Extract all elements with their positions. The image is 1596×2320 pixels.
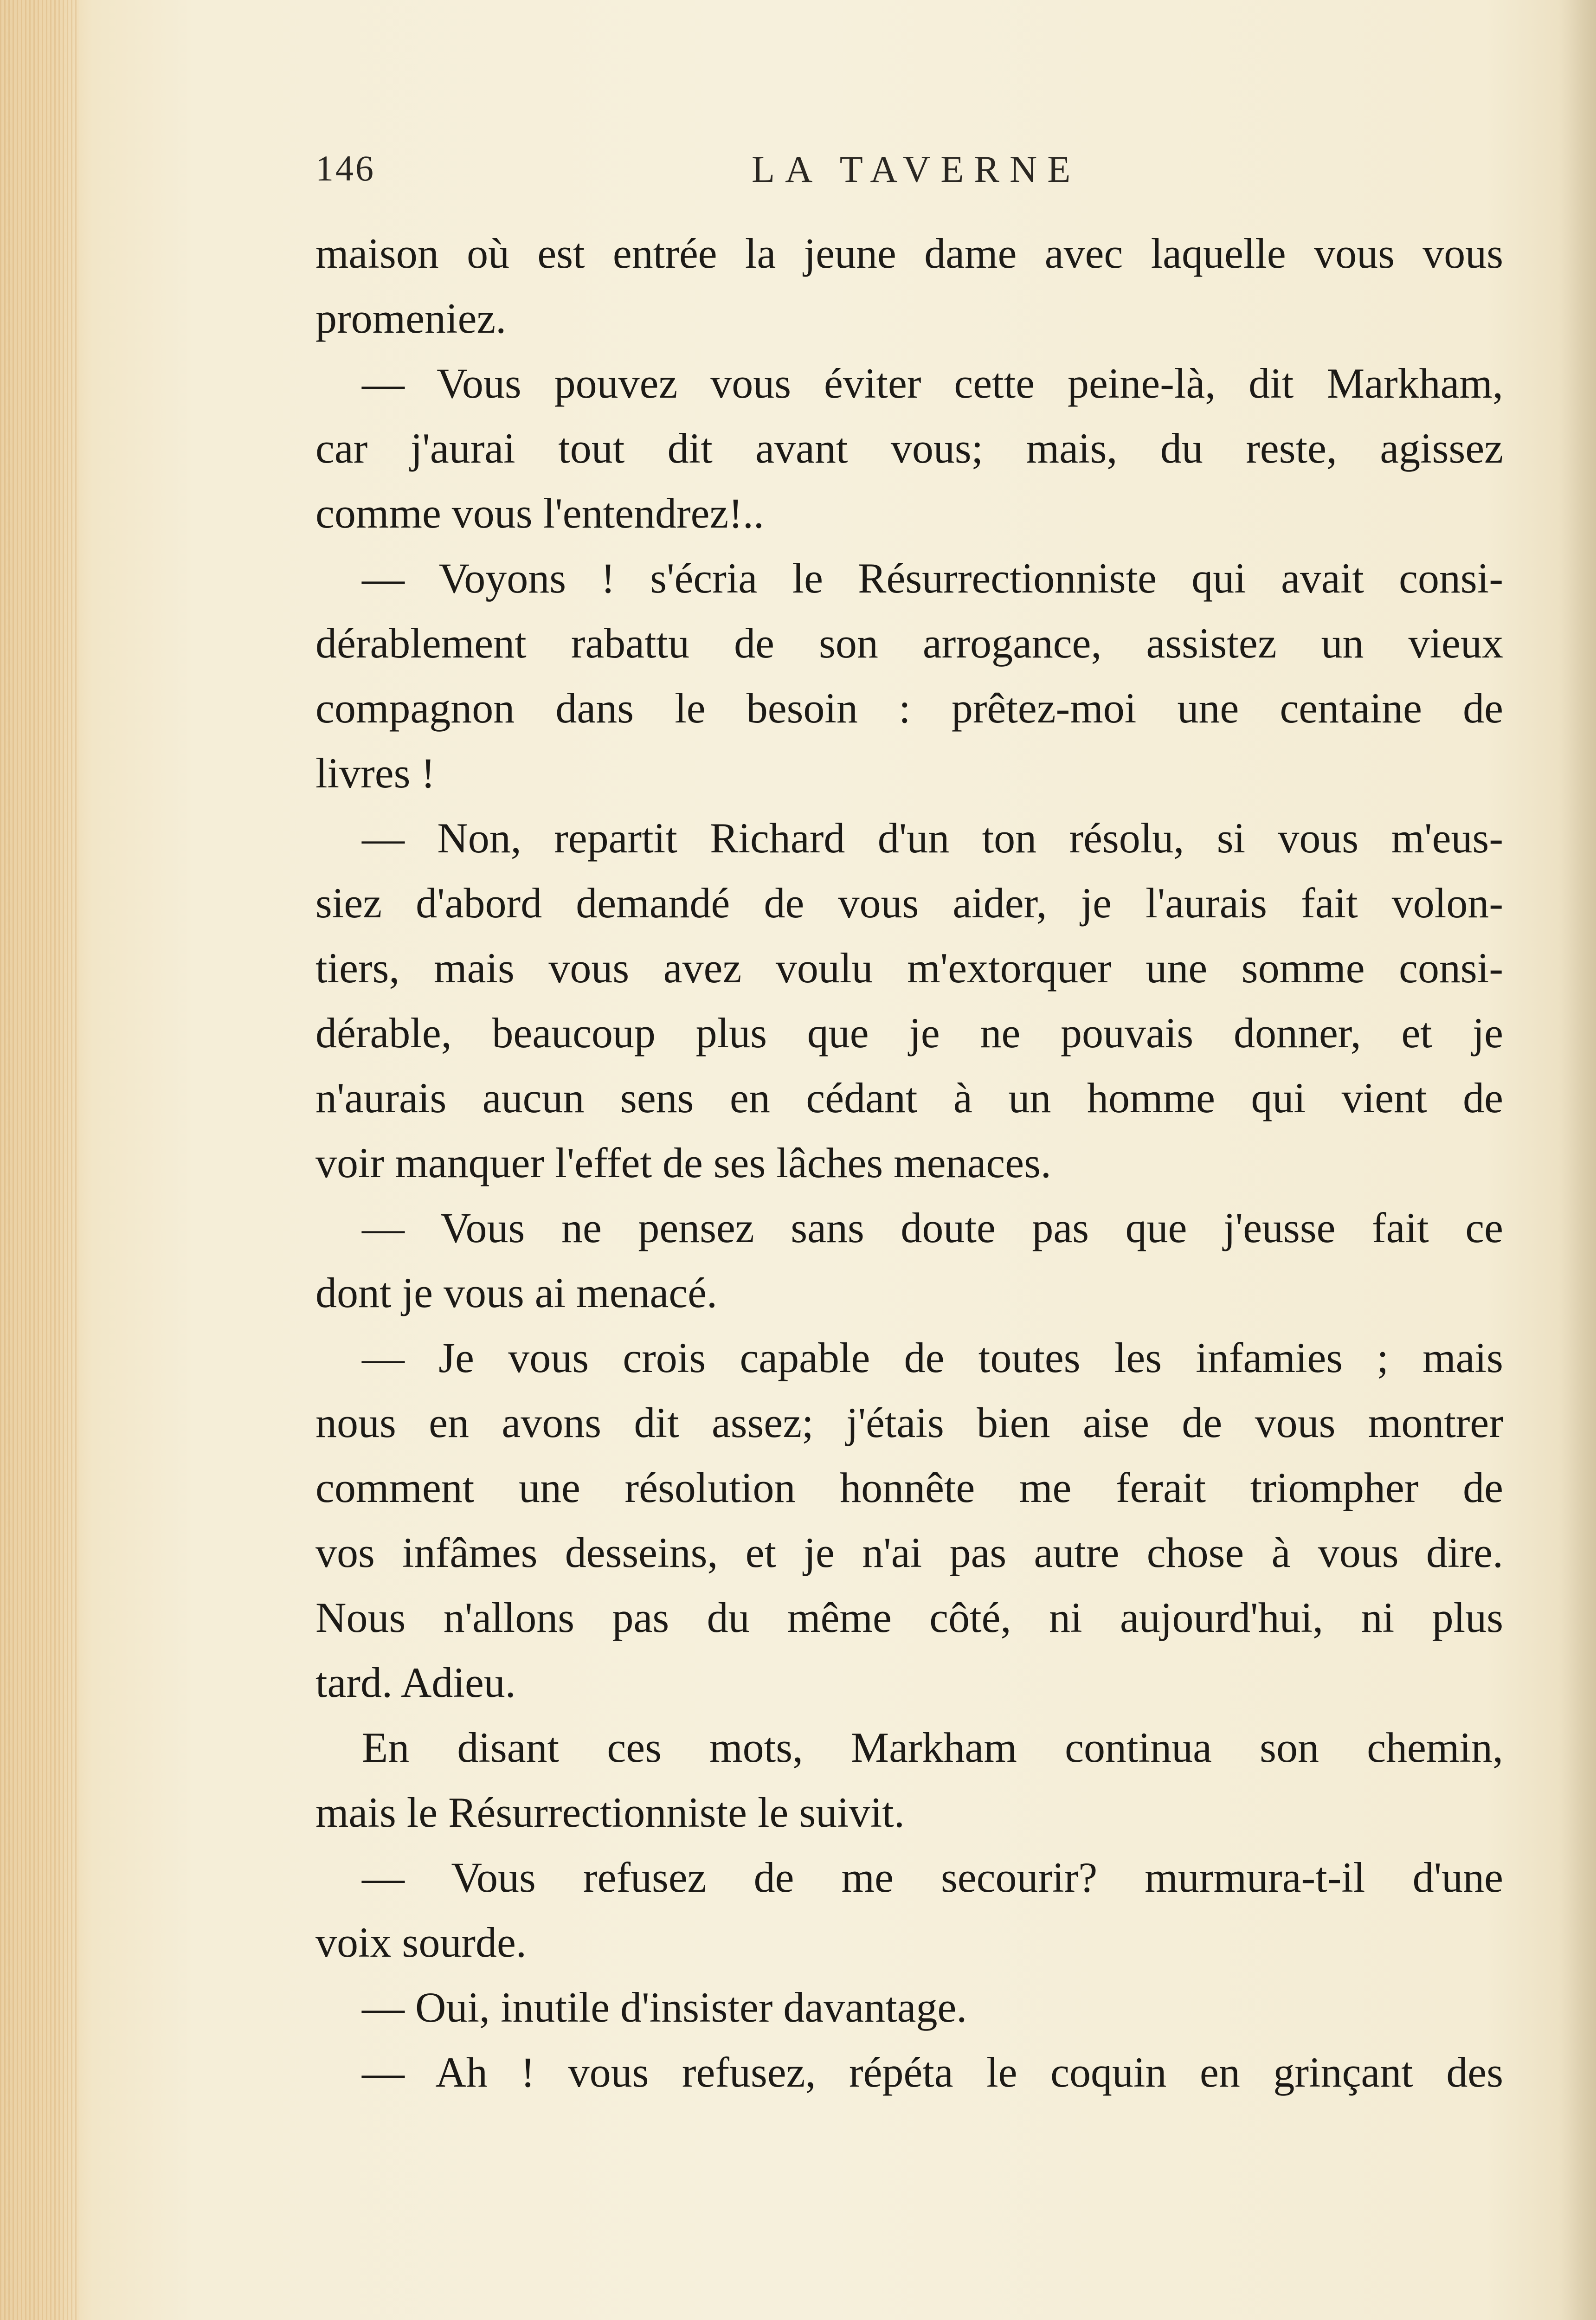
page-gutter-shadow (1559, 0, 1596, 2320)
text-line: siez d'abord demandé de vous aider, je l'aurais fait volon- (315, 879, 1503, 927)
text-line: — Voyons ! s'écria le Résurrectionniste qui avait consi- (362, 554, 1503, 602)
text-line: comment une résolution honnête me ferait triompher de (315, 1464, 1503, 1511)
text-line: dérablement rabattu de son arrogance, assistez un vieux (315, 619, 1503, 667)
text-line: car j'aurai tout dit avant vous; mais, du reste, agissez (315, 425, 1503, 472)
text-line: — Non, repartit Richard d'un ton résolu, si vous m'eus- (362, 814, 1503, 862)
text-line: En disant ces mots, Markham continua son chemin, (362, 1724, 1503, 1771)
text-line: — Ah ! vous refusez, répéta le coquin en grinçant des (362, 2049, 1503, 2096)
text-line: dérable, beaucoup plus que je ne pouvais donner, et je (315, 1009, 1503, 1057)
text-line: — Vous refusez de me secourir? murmura-t-il d'une (362, 1854, 1503, 1901)
running-title: LA TAVERNE (752, 148, 1081, 190)
text-line: nous en avons dit assez; j'étais bien aise de vous montrer (315, 1399, 1503, 1446)
body-text (315, 221, 1503, 2105)
text-line: — Oui, inutile d'insister davantage. (362, 1984, 967, 2031)
text-line: voir manquer l'effet de ses lâches menaces. (315, 1139, 1051, 1186)
text-line: tard. Adieu. (315, 1659, 516, 1706)
text-line: comme vous l'entendrez!.. (315, 490, 764, 537)
page-header (315, 148, 1503, 199)
text-line: compagnon dans le besoin : prêtez-moi une centaine de (315, 684, 1503, 732)
text-line: — Vous ne pensez sans doute pas que j'eusse fait ce (362, 1204, 1503, 1251)
text-line: livres ! (315, 749, 436, 797)
text-line: — Je vous crois capable de toutes les infamies ; mais (362, 1334, 1503, 1381)
page-stack-edge (0, 0, 79, 2320)
text-line: — Vous pouvez vous éviter cette peine-là, dit Markham, (362, 360, 1503, 407)
text-line: vos infâmes desseins, et je n'ai pas autre chose à vous dire. (315, 1529, 1503, 1576)
text-line: tiers, mais vous avez voulu m'extorquer une somme consi- (315, 944, 1503, 992)
text-line: voix sourde. (315, 1919, 527, 1966)
text-line: Nous n'allons pas du même côté, ni aujourd'hui, ni plus (315, 1594, 1503, 1641)
text-line: promeniez. (315, 295, 507, 342)
page-number: 146 (315, 148, 375, 188)
text-line: maison où est entrée la jeune dame avec laquelle vous vous (315, 230, 1503, 277)
text-line: dont je vous ai menacé. (315, 1269, 718, 1316)
text-line: mais le Résurrectionniste le suivit. (315, 1789, 905, 1836)
text-line: n'aurais aucun sens en cédant à un homme qui vient de (315, 1074, 1503, 1121)
